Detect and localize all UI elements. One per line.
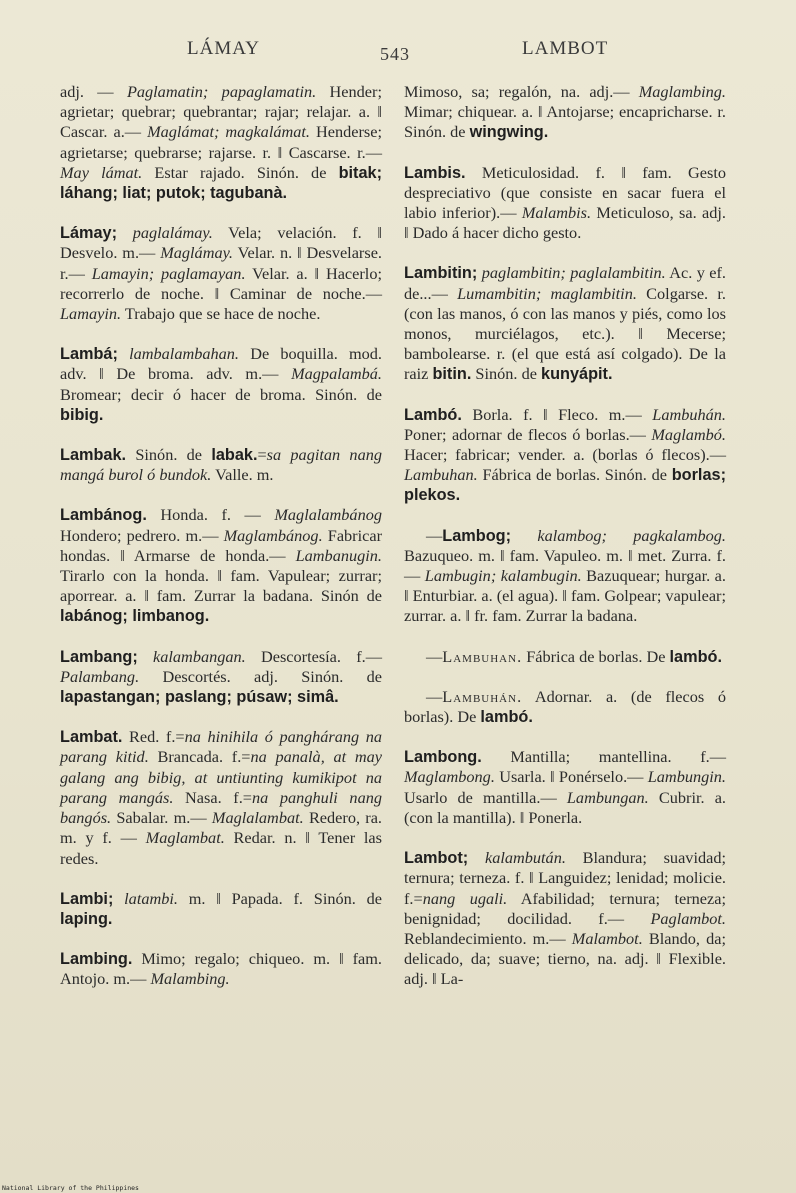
right-column [404,82,726,1010]
entry-text [511,526,537,545]
synonym-reference: labánog; limbanog. [60,607,210,626]
entry-text [138,647,153,666]
tagalog-form: paglambitin; paglalambitin. [481,263,666,283]
entry-text [118,344,129,363]
tagalog-form: May lámat. [60,162,143,182]
entry-lambuhan [404,647,726,667]
entry-text: Bazuquear; hurgar. a. ‖ Enturbiar. a. (el agua). ‖ fam. Golpear; vapulear; zurrar. a. ‖ fr. fam. Zurrar la badana. [404,566,726,626]
tagalog-form: Paglamatin; papaglamatin. [126,82,317,101]
entry-text: Vela; velación. f. ‖ Desvelo. m.— [60,223,382,263]
tagalog-form: Lambungin. [647,767,726,787]
tagalog-form: Lambuhán. [652,404,726,424]
tagalog-form: Palambang. [60,666,140,686]
entry-text: Fabricar hondas. ‖ Armarse de honda.— [60,525,382,565]
tagalog-form: Maglambat. [145,828,225,848]
entry-text [468,848,485,867]
entry-lambanog [60,505,382,626]
entry-text: Hondero; pedrero. m.— [60,525,224,545]
entry-lambog [404,526,726,627]
entry-text: Hacer; fabricar; vender. a. (borlas ó flecos).— [404,445,726,465]
entry-text: Mimo; regalo; chiqueo. m. ‖ fam. Antojo. m.— [60,949,382,989]
tagalog-form: na panghuli nang bangós. [60,787,382,828]
root-reference: bitin. [432,365,472,384]
entry-text: Bazuqueo. m. ‖ fam. Vapuleo. m. ‖ met. Zurra. f.— [404,545,726,586]
tagalog-form: Lambugin; kalambugin. [424,566,582,586]
entry-text: Nasa. f.= [173,787,252,807]
entry-text: Velar. n. ‖ Desvelarse. r.— [60,243,382,283]
subentry-word: Lambuhán. [442,686,523,706]
headword: Lambó. [404,405,462,424]
entry-text: Red. f.= [122,727,185,747]
headword: Lámay; [60,224,118,243]
tagalog-form: kalambután. [484,848,566,868]
tagalog-form: Maglalambánog [274,505,382,525]
entry-text: Valle. m. [211,465,274,485]
tagalog-form: Paglambot. [650,908,726,928]
tagalog-form: nang ugali. [422,888,508,908]
entry-lamat-continuation [60,82,382,203]
entry-lamay [60,223,382,324]
entry-text: Brancada. f.= [148,747,251,767]
entry-lambong [404,747,726,828]
entry-text: Trabajo que se hace de noche. [121,304,321,324]
entry-text: Meticulosidad. f. ‖ fam. Gesto despreciativo (que consiste en sacar fuera el labio inferior).— [404,162,726,223]
entry-text: Colgarse. r. (con las manos, ó con las manos y piés, como los monos, murciélagos, etc.). ‖ Mecerse; bambolearse. r. (el que está así colgado). De la raiz [404,283,726,384]
entry-text [117,223,133,242]
headword: Lambat. [60,728,123,747]
headword: Lambánog. [60,506,147,525]
headword: Lambog; [442,526,512,545]
headword: Lambang; [60,647,138,666]
entry-text: Usarla. ‖ Ponérselo.— [494,767,648,787]
tagalog-form: Maglámay. [160,243,233,263]
tagalog-form: Lamayin. [60,304,122,324]
tagalog-form: kalambog; pagkalambog. [537,525,726,545]
entry-text: Mantilla; mantellina. f.— [481,747,726,767]
entry-text: Sinón. de [471,364,542,384]
entry-text: Descortés. adj. Sinón. de [139,666,382,686]
entry-text: Ac. y ef. de...— [404,263,726,303]
tagalog-form: Lambanugin. [295,545,382,565]
tagalog-form: paglalámay. [132,223,213,243]
running-header-right: LAMBOT [522,38,609,59]
left-column [60,82,382,1010]
entry-lambuhan-accented [404,687,726,727]
headword: Lambi; [60,889,114,908]
tagalog-form: na hinihila ó panghárang na parang kitid. [60,727,382,767]
entry-text: Redero, ra. m. y f. — [60,808,383,848]
entry-text: = [257,445,267,465]
entry-text: Blandura; suavidad; ternura; terneza. f. ‖ Languidez; lenidad; molicie. f.= [404,848,726,908]
entry-text: Blando, da; delicado, da; suave; tierno, na. adj. ‖ Flexible. adj. ‖ La- [404,928,726,989]
synonym-reference: kunyápit. [541,365,613,384]
entry-text: Velar. a. ‖ Hacerlo; recorrerlo de noche. ‖ Caminar de noche.— [60,263,382,303]
entry-lambing [60,949,382,989]
tagalog-form: Maglambó. [651,424,726,444]
headword: Lambá; [60,345,118,364]
tagalog-form: Maglalambat. [211,808,304,828]
entry-text: Reblandecimiento. m.— [404,928,572,948]
tagalog-form: Maglambánog. [223,525,323,545]
entry-lambang [60,647,382,708]
entry-lambo [404,405,726,506]
entry-text: Fábrica de borlas. Sinón. de [477,465,672,485]
tagalog-form: Maglambing. [638,82,726,101]
dash: — [426,525,443,545]
entry-text: Sabalar. m.— [111,808,212,828]
tagalog-form: Magpalambá. [291,364,382,384]
entry-text: Usarlo de mantilla.— [404,787,567,807]
synonym-reference: labak. [211,446,258,465]
tagalog-form: sa pagitan nang mangá burol ó bundok. [60,445,382,485]
entry-lambing-continuation [404,82,726,143]
synonym-reference: bibig. [60,405,104,424]
entry-text: Henderse; agrietarse; quebrarse; rajarse. r. ‖ Cascarse. r.— [60,122,382,162]
entry-text: Bromear; decir ó hacer de broma. Sinón. de [60,384,382,404]
headword: Lambak. [60,446,127,465]
entry-lambak [60,445,382,485]
tagalog-form: Lambuhan. [404,465,478,485]
page-number: 543 [380,44,410,64]
entry-lambi [60,889,382,929]
entry-text: Mimoso, sa; regalón, na. adj.— [404,82,639,101]
entry-text: Sinón. de [126,445,212,465]
entry-text: Hender; agrietar; quebrar; quebrantar; rajar; relajar. a. ‖ Cascar. a.— [60,82,382,142]
tagalog-form: Maglambong. [404,767,495,787]
headword: Lambot; [404,849,469,868]
headword: Lambitin; [404,264,478,283]
root-reference: lambó. [480,708,533,727]
synonym-reference: wingwing. [469,123,549,142]
tagalog-form: latambi. [124,888,178,908]
root-reference: lambó. [669,647,723,666]
tagalog-form: lambalambahan. [129,344,239,364]
entry-text: Meticuloso, sa. adj. ‖ Dado á hacer dicho gesto. [404,203,726,243]
entry-text: Tirarlo con la honda. ‖ fam. Vapulear; zurrar; aporrear. a. ‖ fam. Zurrar la badana. Sinón de [60,566,382,606]
dash: — [426,646,443,666]
entry-lambitin [404,263,726,384]
entry-text: Honda. f. — [146,505,275,525]
dash: — [426,686,443,706]
entry-text: Mimar; chiquear. a. ‖ Antojarse; encapricharse. r. Sinón. de [404,102,726,142]
headword: Lambong. [404,748,482,767]
entry-text: Borla. f. ‖ Fleco. m.— [461,404,653,424]
entry-text: Adornar. a. (de flecos ó borlas). De [404,686,726,727]
synonym-reference: lapastangan; paslang; púsaw; simâ. [60,688,339,707]
entry-lamba [60,344,382,425]
subentry-word: Lambuhan. [442,646,523,666]
tagalog-form: Malambot. [571,928,643,948]
tagalog-form: Maglámat; magkalámat. [147,122,310,142]
entry-text: Poner; adornar de flecos ó borlas.— [404,424,652,444]
entry-text: m. ‖ Papada. f. Sinón. de [177,888,382,908]
tagalog-form: Malambis. [521,203,592,223]
entry-lambis [404,163,726,244]
synonym-reference: laping. [60,909,113,928]
entry-text: Descortesía. f.— [245,646,382,666]
synonym-reference: borlas; plekos. [404,466,726,505]
entry-text: Redar. n. ‖ Tener las redes. [60,828,382,868]
running-header-left: LÁMAY [187,38,260,59]
tagalog-form: Malambing. [150,969,230,989]
tagalog-form: Lamayin; paglamayan. [91,263,246,283]
entry-lambat [60,727,382,868]
entry-text: De boquilla. mod. adv. ‖ De broma. adv. m.— [60,344,382,384]
entry-text: Estar rajado. Sinón. de [142,162,339,182]
entry-text: Afabilidad; ternura; terneza; benignidad; docilidad. f.— [404,888,726,928]
entry-lambot [404,848,726,989]
tagalog-form: Lambungan. [566,787,649,807]
library-credit: National Library of the Philippines [2,1184,139,1192]
tagalog-form: Lumambitin; maglambitin. [457,283,637,303]
tagalog-form: na panalà, at may galang ang bibig, at untiunting kumikipot na parang mangás. [60,747,382,807]
tagalog-form: kalambangan. [153,646,246,666]
entry-text: Fábrica de borlas. De [522,646,670,666]
headword: Lambing. [60,950,133,969]
entry-text: Cubrir. a. (con la mantilla). ‖ Ponerla. [404,787,726,827]
entry-text: adj. — [60,82,127,101]
synonym-reference: bitak; láhang; liat; putok; tagubanà. [60,163,383,203]
headword: Lambis. [404,163,466,182]
entry-text [113,889,124,908]
